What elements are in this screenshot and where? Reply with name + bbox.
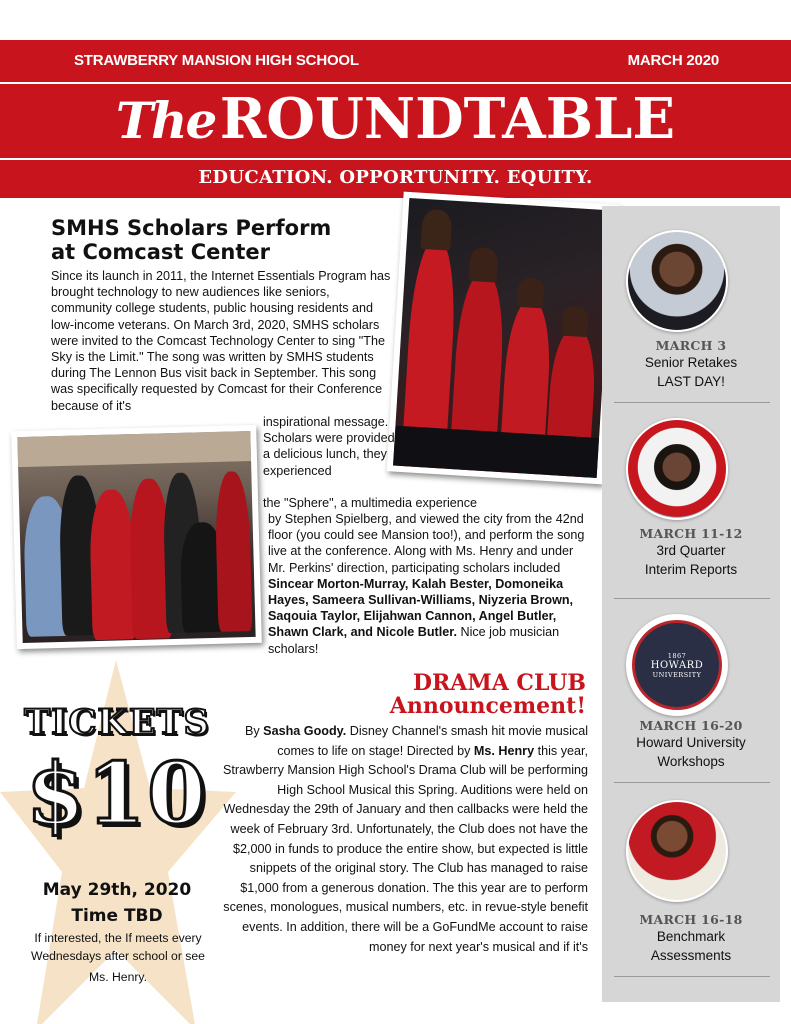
- event-desc: 3rd Quarter: [656, 543, 726, 558]
- article-paragraph: the "Sphere", a multimedia experience: [263, 496, 478, 510]
- drama-title-line: Announcement!: [389, 693, 586, 719]
- event-desc: Assessments: [650, 948, 732, 963]
- article-title-line: SMHS Scholars Perform: [51, 216, 332, 240]
- divider: [614, 976, 770, 977]
- divider: [614, 782, 770, 783]
- singers-photo: [387, 192, 620, 485]
- drama-text: Disney Channel's smash hit movie musical comes to life on stage! Directed by: [277, 724, 588, 758]
- title-the: The: [115, 91, 216, 150]
- school-name: STRAWBERRY MANSION HIGH SCHOOL: [74, 52, 359, 69]
- drama-title: [340, 672, 586, 718]
- divider: [0, 82, 791, 84]
- tickets-note: Ms. Henry.: [88, 970, 147, 984]
- event-desc: Workshops: [657, 754, 725, 769]
- tickets-note: If interested, the If meets every Wednesdays after school or see: [31, 931, 205, 963]
- senior-student-photo: [626, 230, 728, 332]
- drama-text: this year, Strawberry Mansion High School's Drama Club will be performing High School Musical this Spring. Auditions were held on Wednesday the 29th of January and then callbacks were held the week of February 3rd. Unfortunately, the Club does not have the $2,000 in funds to produce the entire show, but expected is little snippets of the original story. The Club has managed to raise $1,000 from a generous donation. The this year are to perform scenes, monologues, musical numbers, etc. in revue-style benefit events. In addition, there will be a GoFundMe account to raise money for next year's musical and if it's: [223, 743, 588, 954]
- event-desc: Howard University: [636, 735, 746, 750]
- event-date: [24, 877, 210, 929]
- event-desc: Senior Retakes: [644, 355, 738, 370]
- author: Sasha Goody.: [263, 724, 347, 738]
- article-title: [51, 216, 401, 264]
- article-text: by Stephen Spielberg, and viewed the city from the 42nd floor (you could see Mansion too!), and perform the song live at the conference. Along with Ms. Henry and under Mr. Perkins' direction, participating scholars included: [268, 512, 585, 575]
- article-text: Nice job musician scholars!: [268, 625, 560, 656]
- article-title-line: at Comcast Center: [51, 240, 270, 264]
- byline: By: [244, 724, 264, 738]
- newsletter-title: [0, 86, 791, 152]
- ticket-price: $10: [26, 744, 208, 843]
- event-desc: Interim Reports: [644, 562, 738, 577]
- drama-title-line: DRAMA CLUB: [412, 670, 586, 696]
- director: Ms. Henry: [473, 743, 535, 758]
- event-desc: LAST DAY!: [657, 374, 725, 389]
- graduate-photo: [626, 418, 728, 520]
- tagline: EDUCATION. OPPORTUNITY. EQUITY.: [198, 167, 593, 188]
- tickets-label: TICKETS: [24, 702, 210, 743]
- event-date: MARCH 16-20: [639, 718, 743, 733]
- issue-date: MARCH 2020: [627, 52, 719, 69]
- scholar-names: Sincear Morton-Murray, Kalah Bester, Domoneika Hayes, Sameera Sullivan-Williams, Niyzeria Brown, Saqouia Taylor, Elijahwan Cannon, Angel Butler, Shawn Clark, and Nicole Butler.: [268, 576, 574, 640]
- title-main: ROUNDTABLE: [219, 86, 676, 152]
- top-bar: [0, 40, 791, 82]
- divider: [0, 158, 791, 160]
- drama-paragraph: [222, 722, 588, 957]
- student-writing-photo: [626, 800, 728, 902]
- event-desc: Benchmark: [656, 929, 726, 944]
- masthead: [0, 40, 791, 198]
- event-date: MARCH 16-18: [639, 912, 743, 927]
- event-item: [602, 338, 780, 391]
- logo-text: 1867: [667, 651, 687, 660]
- event-time-line: Time TBD: [71, 906, 163, 926]
- event-date-line: May 29th, 2020: [42, 880, 192, 900]
- logo-text: UNIVERSITY: [652, 670, 702, 679]
- event-date: MARCH 11-12: [639, 526, 743, 541]
- event-item: [602, 526, 780, 579]
- article-paragraph: [268, 511, 588, 657]
- event-item: [602, 718, 780, 771]
- divider: [614, 598, 770, 599]
- article-paragraph: inspirational message. Scholars were provided a delicious lunch, they experienced: [263, 415, 395, 478]
- divider: [614, 402, 770, 403]
- article-paragraph: Since its launch in 2011, the Internet Essentials Program has brought technology to new audiences like seniors, community college students, public housing residents and low-income veterans. On March 3rd, 2020, SMHS scholars were invited to the Comcast Technology Center to sing "The Sky is the Limit." The song was written by SMHS students during The Lennon Bus visit back in September. This song was specifically requested by Comcast for their Conference because of it's: [51, 269, 391, 413]
- howard-logo: [626, 614, 728, 716]
- group-photo: [11, 425, 262, 649]
- event-item: [602, 912, 780, 965]
- event-date: MARCH 3: [655, 338, 727, 353]
- logo-text: HOWARD: [650, 659, 704, 671]
